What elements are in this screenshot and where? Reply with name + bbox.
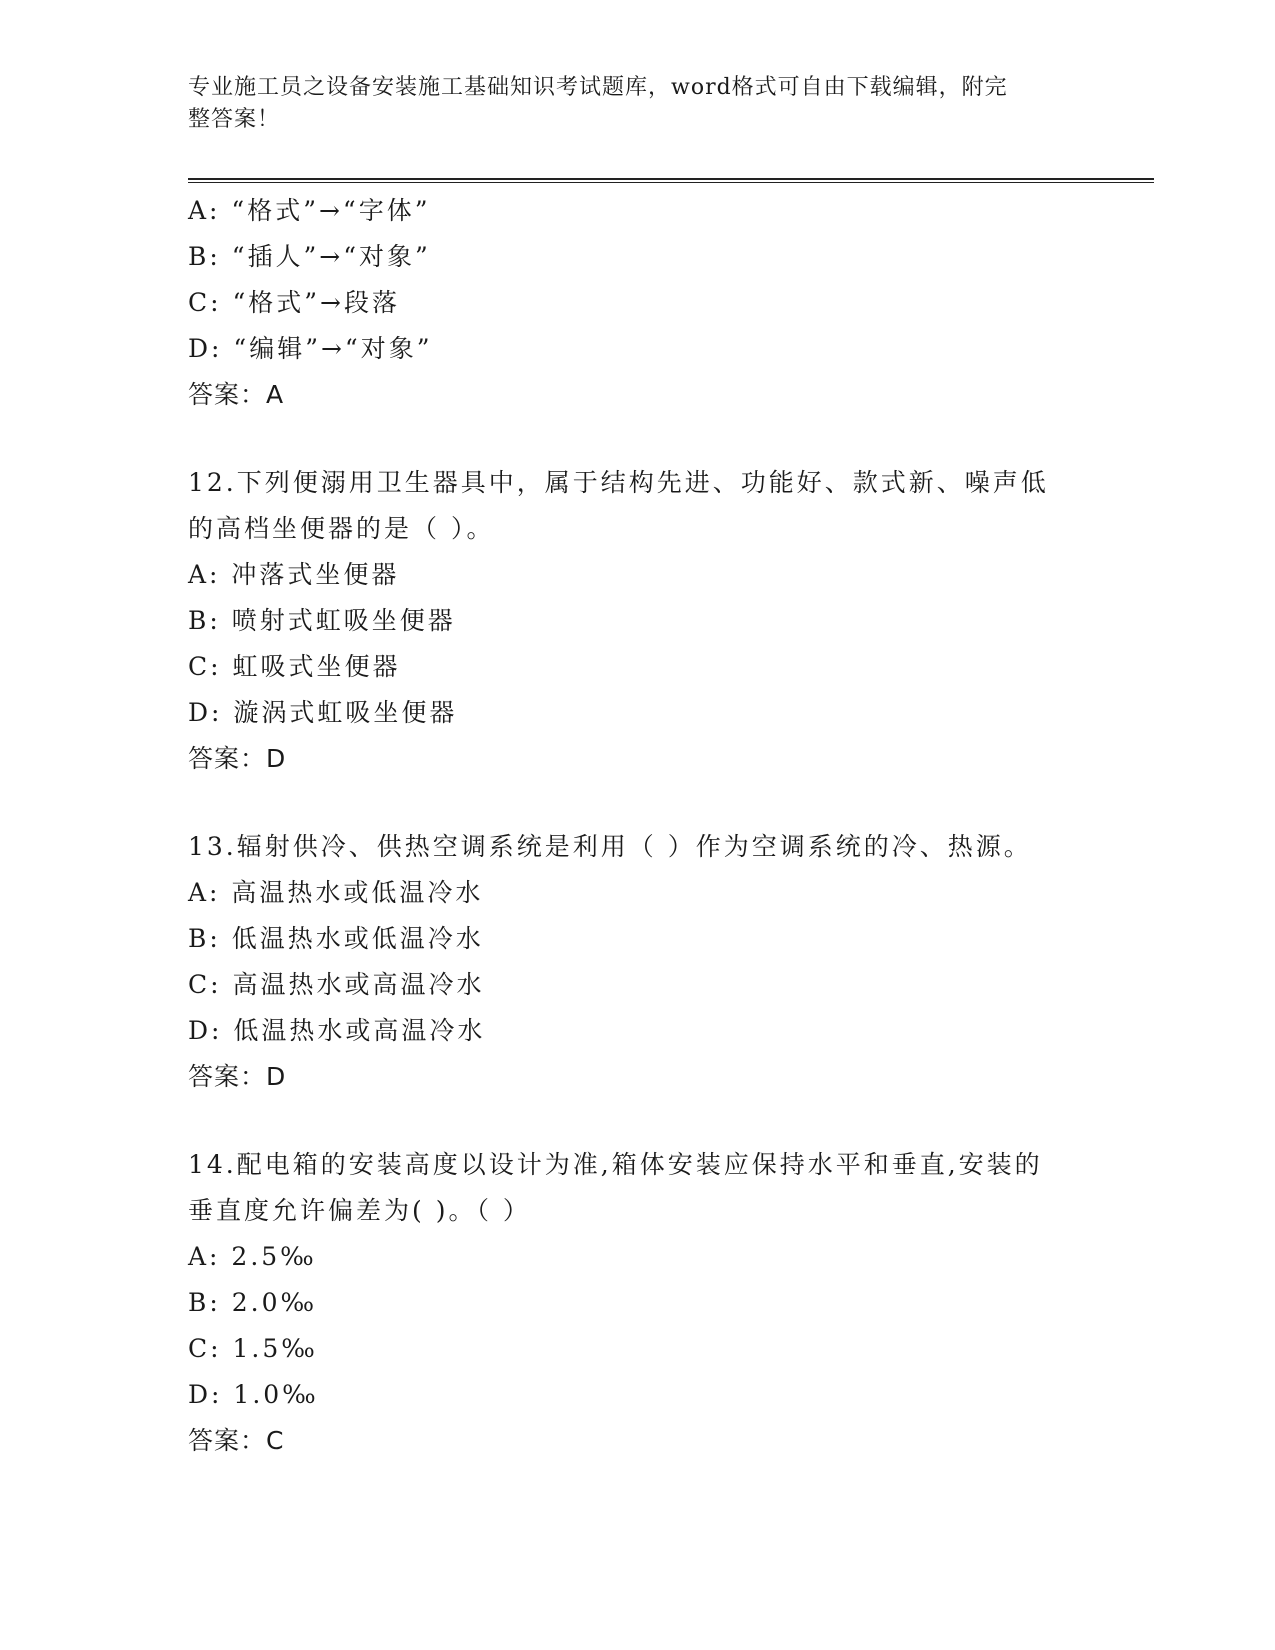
header-divider [188,178,1154,183]
option-a: A: “格式”→“字体” [188,196,431,225]
question-text-line-1: 12.下列便溺用卫生器具中，属于结构先进、功能好、款式新、噪声低 [188,468,1049,497]
option-a: A: 冲落式坐便器 [188,560,400,589]
header-line-1: 专业施工员之设备安装施工基础知识考试题库，word格式可自由下载编辑，附完 [188,75,1008,100]
header-line-2: 整答案！ [188,107,281,132]
option-d: D: 漩涡式虹吸坐便器 [188,698,458,727]
question-text-line-1: 13.辐射供冷、供热空调系统是利用（ ）作为空调系统的冷、热源。 [188,832,1032,861]
option-d: D: 低温热水或高温冷水 [188,1016,486,1045]
option-d: D: “编辑”→“对象” [188,334,433,363]
question-text-line-1: 14.配电箱的安装高度以设计为准,箱体安装应保持水平和垂直,安装的 [188,1150,1043,1179]
question-14 [188,1142,1088,1464]
option-b: B: 喷射式虹吸坐便器 [188,606,456,635]
question-text-line-2: 的高档坐便器的是（ ）。 [188,514,495,543]
option-b: B: 低温热水或低温冷水 [188,924,484,953]
question-block-continued [188,188,1088,418]
option-c: C: 虹吸式坐便器 [188,652,401,681]
document-header [188,72,1068,136]
question-text-line-2: 垂直度允许偏差为( )。（ ） [188,1196,531,1225]
spacer [188,1100,1088,1142]
option-d: D: 1.0‰ [188,1380,319,1409]
question-12 [188,460,1088,782]
question-list [188,188,1088,1464]
option-c: C: 1.5‰ [188,1334,318,1363]
spacer [188,782,1088,824]
answer-label: 答案：C [188,1426,285,1455]
answer-label: 答案：D [188,744,287,773]
question-13 [188,824,1088,1100]
answer-label: 答案：D [188,1062,287,1091]
answer-label: 答案：A [188,380,285,409]
option-a: A: 高温热水或低温冷水 [188,878,484,907]
option-b: B: 2.0‰ [188,1288,318,1317]
spacer [188,418,1088,460]
option-a: A: 2.5‰ [188,1242,317,1271]
option-c: C: “格式”→段落 [188,288,401,317]
option-c: C: 高温热水或高温冷水 [188,970,485,999]
option-b: B: “插人”→“对象” [188,242,431,271]
